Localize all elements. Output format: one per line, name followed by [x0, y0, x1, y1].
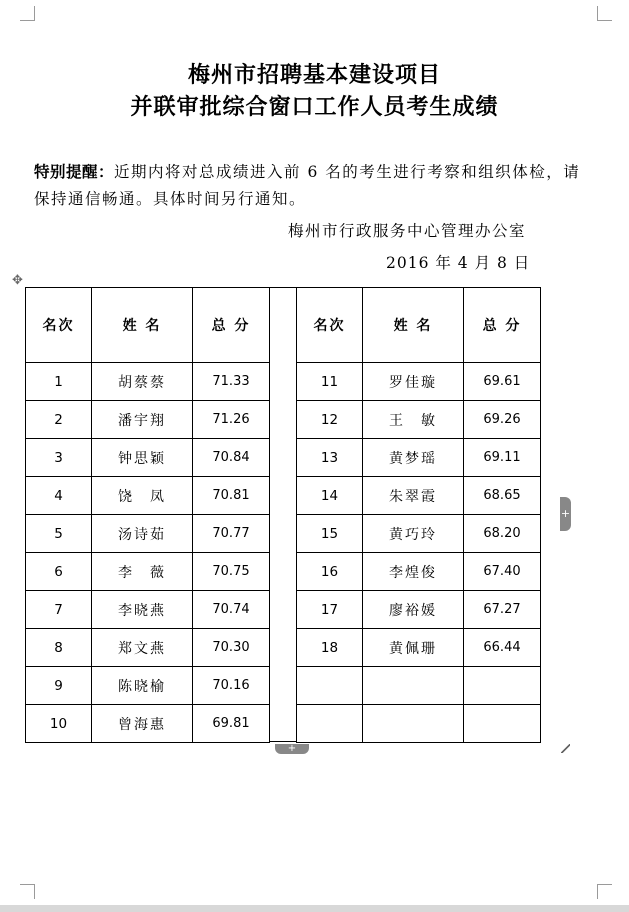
table-row	[26, 591, 270, 629]
notice-text: 近期内将对总成绩进入前 6 名的考生进行考察和组织体检，请保持通信畅通。具体时间另行通知。	[34, 163, 581, 208]
score-cell: 70.30	[193, 629, 270, 667]
table-row	[297, 477, 541, 515]
page-corner-mark	[20, 6, 35, 21]
rank-cell: 6	[26, 553, 92, 591]
rank-cell: 9	[26, 667, 92, 705]
table-row	[297, 705, 541, 743]
rank-cell: 2	[26, 401, 92, 439]
score-cell: 71.33	[193, 363, 270, 401]
name-cell: 黄佩珊	[363, 629, 464, 667]
horizontal-scrollbar[interactable]	[0, 905, 629, 912]
table-row	[26, 401, 270, 439]
table-row	[26, 515, 270, 553]
table-row	[26, 667, 270, 705]
score-cell: 70.81	[193, 477, 270, 515]
notice-label: 特别提醒：	[34, 162, 115, 181]
rank-cell: 11	[297, 363, 363, 401]
table-move-handle-icon[interactable]: ✥	[12, 273, 23, 288]
table-row	[26, 363, 270, 401]
table-row	[26, 705, 270, 743]
score-cell: 71.26	[193, 401, 270, 439]
score-cell	[464, 667, 541, 705]
rank-cell: 4	[26, 477, 92, 515]
rank-cell: 14	[297, 477, 363, 515]
name-cell: 饶 凤	[92, 477, 193, 515]
header-name: 姓 名	[363, 288, 464, 363]
rank-cell	[297, 667, 363, 705]
score-cell: 70.16	[193, 667, 270, 705]
name-cell: 李晓燕	[92, 591, 193, 629]
header-rank: 名次	[297, 288, 363, 363]
header-name: 姓 名	[92, 288, 193, 363]
name-cell: 钟思颖	[92, 439, 193, 477]
add-column-button[interactable]: +	[560, 497, 571, 531]
notice-paragraph	[34, 158, 594, 213]
rank-cell: 5	[26, 515, 92, 553]
name-cell: 汤诗茹	[92, 515, 193, 553]
document-date: 2016 年 4 月 8 日	[386, 254, 531, 272]
page-corner-mark	[597, 884, 612, 899]
table-row	[297, 629, 541, 667]
name-cell: 黄梦瑶	[363, 439, 464, 477]
score-cell: 70.77	[193, 515, 270, 553]
score-cell: 70.75	[193, 553, 270, 591]
score-cell: 67.40	[464, 553, 541, 591]
table-row	[26, 439, 270, 477]
score-cell: 69.61	[464, 363, 541, 401]
office-signature: 梅州市行政服务中心管理办公室	[288, 222, 527, 240]
name-cell: 廖裕媛	[363, 591, 464, 629]
rank-cell	[297, 705, 363, 743]
results-table-right	[296, 287, 541, 743]
name-cell: 陈晓榆	[92, 667, 193, 705]
table-row	[297, 363, 541, 401]
table-row	[297, 439, 541, 477]
table-row	[297, 401, 541, 439]
rank-cell: 12	[297, 401, 363, 439]
rank-cell: 17	[297, 591, 363, 629]
score-cell: 70.74	[193, 591, 270, 629]
page-corner-mark	[20, 884, 35, 899]
name-cell: 罗佳璇	[363, 363, 464, 401]
rank-cell: 13	[297, 439, 363, 477]
score-cell: 68.65	[464, 477, 541, 515]
page-title-line1: 梅州市招聘基本建设项目	[187, 62, 441, 88]
score-cell	[464, 705, 541, 743]
table-row	[297, 667, 541, 705]
table-row	[297, 553, 541, 591]
rank-cell: 16	[297, 553, 363, 591]
name-cell: 王 敏	[363, 401, 464, 439]
score-cell: 67.27	[464, 591, 541, 629]
table-row	[26, 477, 270, 515]
score-cell: 66.44	[464, 629, 541, 667]
name-cell	[363, 705, 464, 743]
name-cell: 朱翠霞	[363, 477, 464, 515]
name-cell: 郑文燕	[92, 629, 193, 667]
rank-cell: 3	[26, 439, 92, 477]
name-cell: 李 薇	[92, 553, 193, 591]
rank-cell: 8	[26, 629, 92, 667]
rank-cell: 18	[297, 629, 363, 667]
table-resize-handle-icon[interactable]	[561, 744, 570, 753]
results-table-left	[25, 287, 270, 743]
rank-cell: 7	[26, 591, 92, 629]
rank-cell: 1	[26, 363, 92, 401]
add-row-button[interactable]: +	[275, 744, 309, 754]
rank-cell: 10	[26, 705, 92, 743]
table-row	[297, 515, 541, 553]
name-cell	[363, 667, 464, 705]
header-score: 总 分	[193, 288, 270, 363]
table-row	[26, 629, 270, 667]
score-cell: 70.84	[193, 439, 270, 477]
header-score: 总 分	[464, 288, 541, 363]
score-cell: 69.81	[193, 705, 270, 743]
score-cell: 69.26	[464, 401, 541, 439]
name-cell: 曾海惠	[92, 705, 193, 743]
table-column-gap	[270, 287, 296, 742]
score-cell: 69.11	[464, 439, 541, 477]
name-cell: 黄巧玲	[363, 515, 464, 553]
name-cell: 胡蔡蔡	[92, 363, 193, 401]
header-rank: 名次	[26, 288, 92, 363]
score-cell: 68.20	[464, 515, 541, 553]
page-title-line2: 并联审批综合窗口工作人员考生成绩	[130, 94, 499, 120]
page-corner-mark	[597, 6, 612, 21]
table-row	[297, 591, 541, 629]
rank-cell: 15	[297, 515, 363, 553]
table-row	[26, 553, 270, 591]
name-cell: 李煌俊	[363, 553, 464, 591]
name-cell: 潘宇翔	[92, 401, 193, 439]
